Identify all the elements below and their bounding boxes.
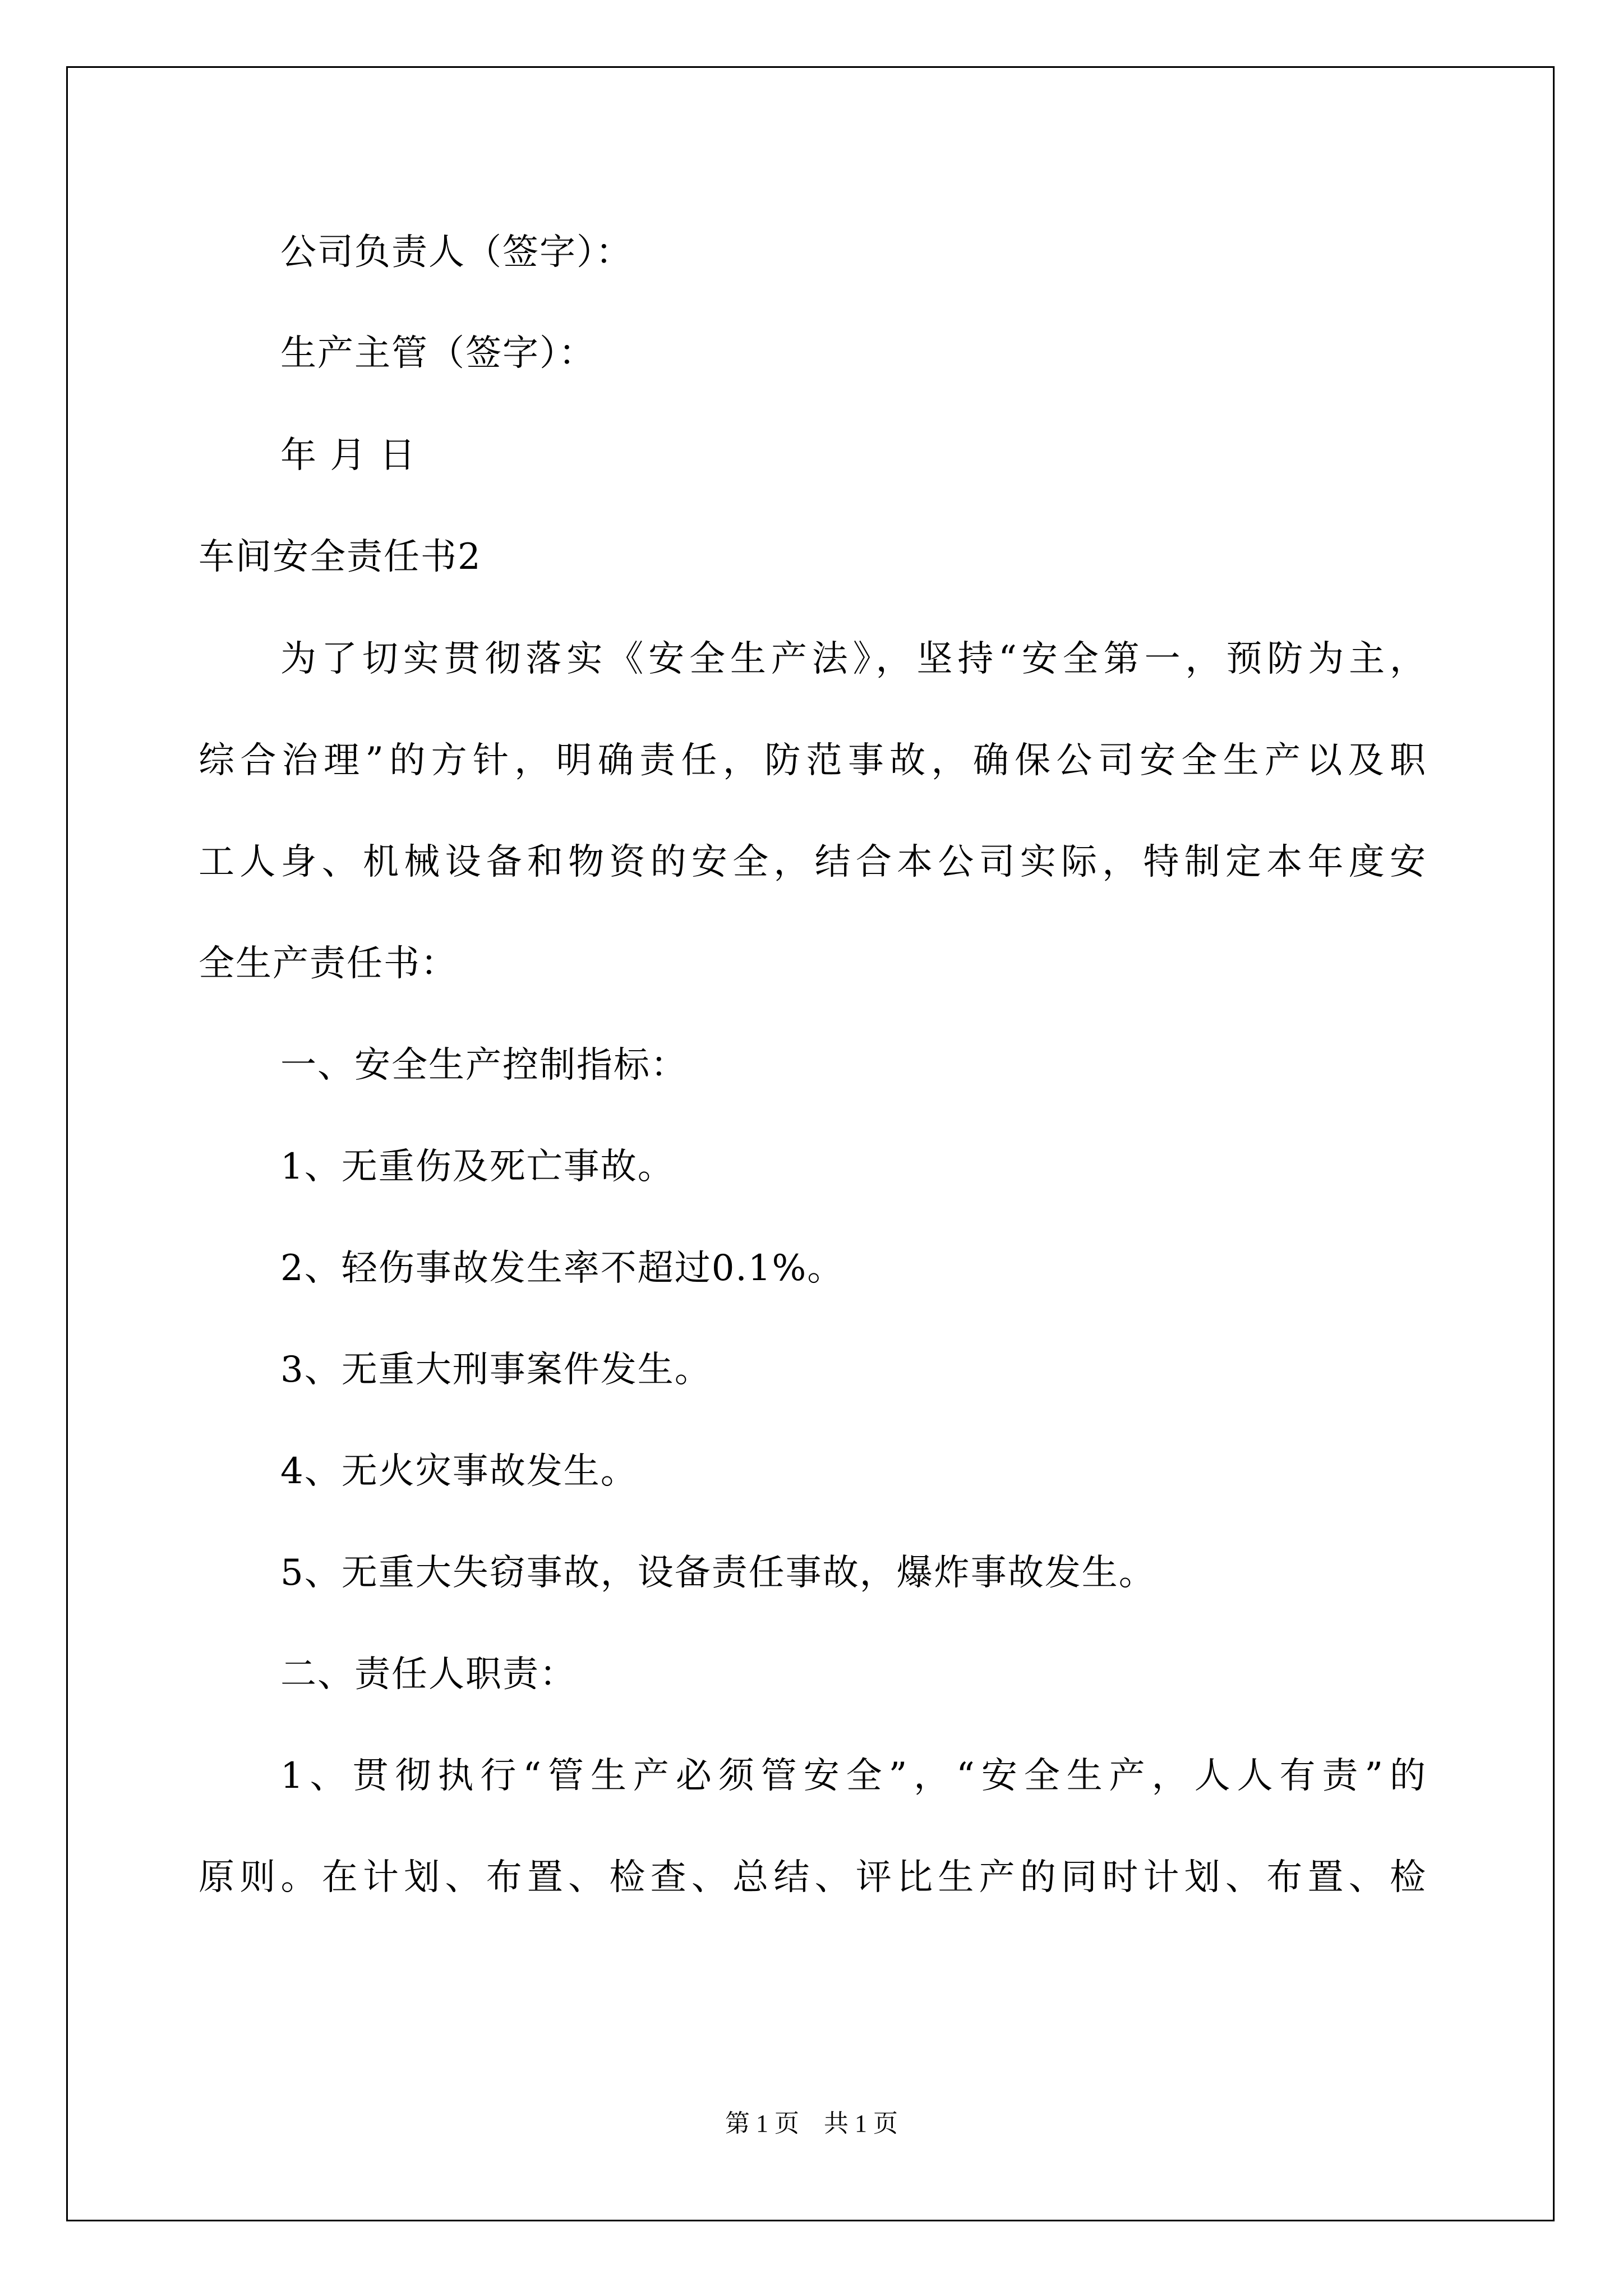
paragraph-line: 为了切实贯彻落实《安全生产法》，坚持“安全第一，预防为主，	[280, 638, 1427, 680]
list-item: 3、无重大刑事案件发生。	[280, 1349, 712, 1391]
heading-control-targets: 一、安全生产控制指标：	[280, 1045, 688, 1086]
section-title: 车间安全责任书2	[199, 536, 482, 578]
paragraph-line: 工人身、机械设备和物资的安全，结合本公司实际，特制定本年度安	[199, 841, 1427, 883]
date-line: 年 月 日	[280, 435, 417, 476]
list-item: 5、无重大失窃事故，设备责任事故，爆炸事故发生。	[280, 1552, 1156, 1594]
heading-responsibilities: 二、责任人职责：	[280, 1654, 577, 1695]
signature-company-head: 公司负责人（签字）：	[280, 232, 633, 273]
signature-production-supervisor: 生产主管（签字）：	[280, 333, 596, 374]
list-item: 4、无火灾事故发生。	[280, 1451, 638, 1492]
paragraph-line: 综合治理”的方针，明确责任，防范事故，确保公司安全生产以及职	[199, 740, 1427, 781]
paragraph-line: 1、贯彻执行“管生产必须管安全”，“安全生产，人人有责”的	[280, 1755, 1427, 1797]
paragraph-line: 原则。在计划、布置、检查、总结、评比生产的同时计划、布置、检	[199, 1857, 1427, 1898]
paragraph-line: 全生产责任书：	[199, 943, 458, 984]
list-item: 1、无重伤及死亡事故。	[280, 1146, 675, 1188]
list-item: 2、轻伤事故发生率不超过0.1%。	[280, 1248, 845, 1289]
page-number-footer: 第 1 页 共 1 页	[725, 2110, 898, 2137]
